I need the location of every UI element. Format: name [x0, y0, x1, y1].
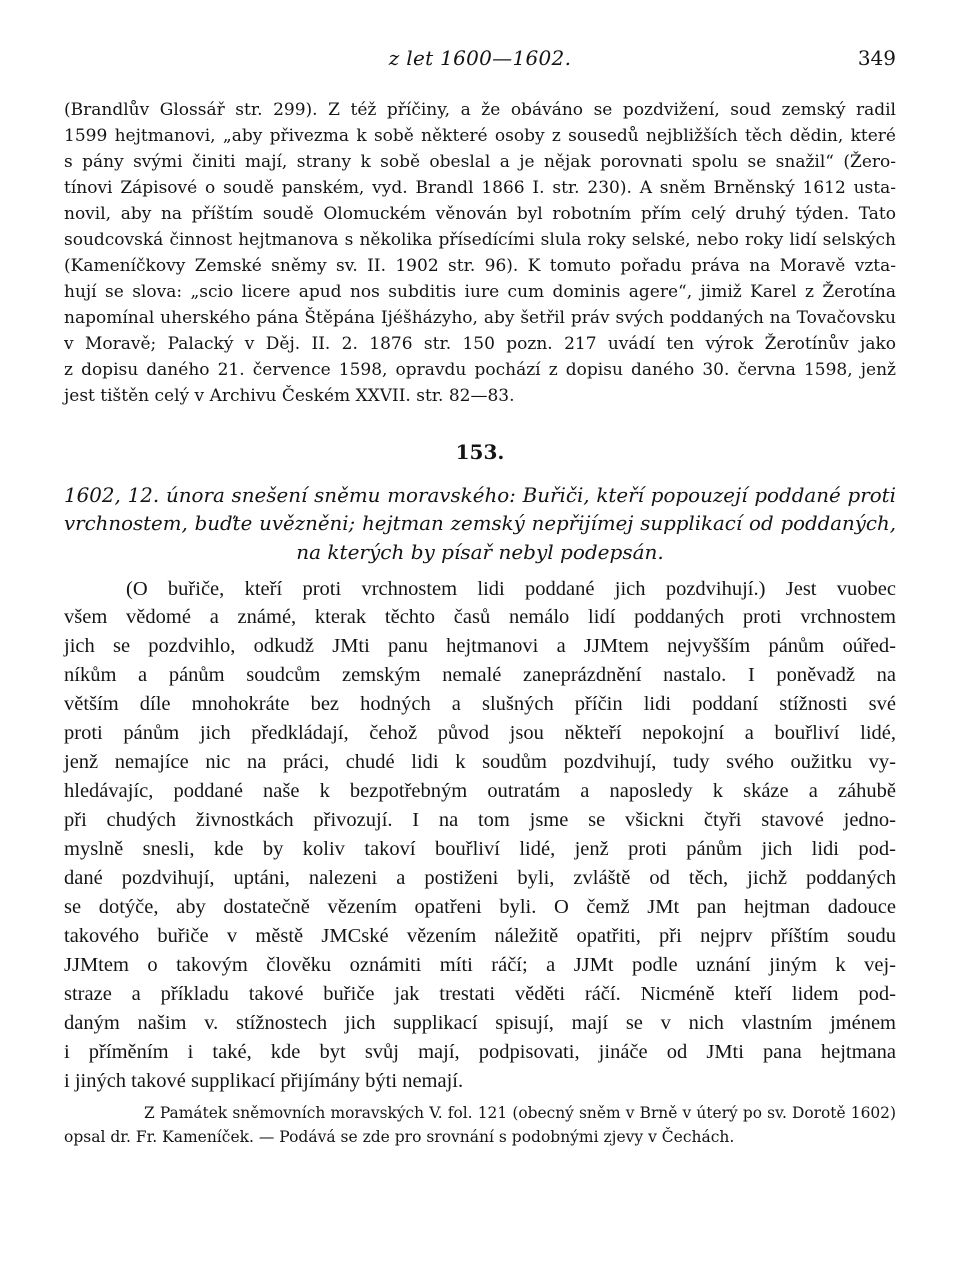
footnote-line: (Kameníčkovy Zemské sněmy sv. II. 1902 str. 96). K tomuto pořadu práva na Moravě vzta-: [64, 256, 896, 276]
body-line: myslně snesli, kde by koliv takoví bouřliví lidé, jenž proti pánům jich lidi pod-: [64, 838, 896, 860]
footnote-line: jest tištěn celý v Archivu Českém XXVII. str. 82—83.: [64, 386, 515, 406]
body-line: i jiných takové supplikací přijímány býti nemají.: [64, 1070, 464, 1092]
body-line: jenž nemajíce nic na práci, chudé lidi k soudům pozdvihují, tudy svého oužitku vy-: [64, 751, 896, 773]
footnote-line: napomínal uherského pána Štěpána Ijéšházyho, aby šetřil práv svých poddaných na Tovačovsku: [64, 308, 896, 328]
body-line: JJMtem o takovým člověku oznámiti míti ráčí; a JJMt podle uznání jiným k vej-: [64, 954, 896, 976]
body-line: daným našim v. stížnostech jich supplikací spisují, mají se v nich vlastním jménem: [64, 1012, 896, 1034]
running-head: [64, 46, 896, 76]
body-line: i příměním i také, kde byt svůj mají, podpisovati, jináče od JMti pana hejtmana: [64, 1041, 896, 1063]
source-line: opsal dr. Fr. Kameníček. — Podává se zde pro srovnání s podobnými zjevy v Čechách.: [64, 1128, 735, 1146]
footnote-line: z dopisu daného 21. července 1598, opravdu pochází z dopisu daného 30. června 1598, jenž: [64, 360, 896, 380]
body-line: hledávajíc, poddané naše k bezpotřebným outratám a naposledy k skáze a záhubě: [64, 780, 896, 802]
body-line: takového buřiče v městě JMCské vězením náležitě opatřiti, při nejprv příštím soudu: [64, 925, 896, 947]
body-line: (O buřiče, kteří proti vrchnostem lidi poddané jich pozdvihují.) Jest vuobec: [126, 578, 896, 600]
heading-line: 1602, 12. února snešení sněmu moravského: Buřiči, kteří popouzejí poddané proti: [64, 484, 896, 507]
footnote-line: (Brandlův Glossář str. 299). Z též příčiny, a že obáváno se pozdvižení, soud zemský radil: [64, 100, 896, 120]
body-line: větším díle mnohokráte bez hodných a slušných příčin lidi poddaní stížnosti své: [64, 693, 896, 715]
body-line: se dotýče, aby dostatečně vězením opatřeni byli. O čemž JMt pan hejtman dadouce: [64, 896, 896, 918]
body-line: při chudých živnostkách přivozují. I na tom jsme se všickni čtyři stavové jedno-: [64, 809, 896, 831]
footnote-line: hují se slova: „scio licere apud nos subditis iure cum dominis agere“, jimiž Karel z Žerotína: [64, 282, 896, 302]
footnote-line: soudcovská činnost hejtmanova s několika přísedícími slula roky selské, nebo roky lidí selských: [64, 230, 896, 250]
body-line: níkům a pánům soudcům zemským nemalé zaneprázdnění nastalo. I poněvadž na: [64, 664, 896, 686]
document-number: 153.: [455, 440, 505, 464]
footnote-line: tínovi Zápisové o soudě panském, vyd. Brandl 1866 I. str. 230). A sněm Brněnský 1612 usta-: [64, 178, 896, 198]
footnote-line: novil, aby na příštím soudě Olomuckém věnován byl robotním přím celý druhý týden. Tato: [64, 204, 896, 224]
running-title: z let 1600—1602.: [388, 46, 572, 70]
heading-line: na kterých by písař nebyl podepsán.: [296, 540, 664, 564]
footnote-line: v Moravě; Palacký v Děj. II. 2. 1876 str. 150 pozn. 217 uvádí ten výrok Žerotínův jako: [64, 334, 896, 354]
body-line: jich se pozdvihlo, odkudž JMti panu hejtmanovi a JJMtem nejvyšším pánům oúřed-: [64, 635, 896, 657]
body-line: proti pánům jich předkládají, čehož původ jsou někteří nepokojní a bouřliví lidé,: [64, 722, 896, 744]
page-number: 349: [857, 46, 896, 70]
heading-line: vrchnostem, buďte uvězněni; hejtman zemský nepřijímej supplikací od poddaných,: [64, 512, 896, 535]
footnote-line: 1599 hejtmanovi, „aby přivezma k sobě některé osoby z sousedů nejbližších těch dědin, které: [64, 126, 896, 146]
source-line: Z Památek sněmovních moravských V. fol. 121 (obecný sněm v Brně v úterý po sv. Dorotě 1602): [144, 1104, 896, 1122]
body-line: dané pozdvihují, uptáni, nalezeni a postiženi byli, zvláště od těch, jichž poddaných: [64, 867, 896, 889]
body-line: všem vědomé a známé, kterak těchto časů nemálo lidí poddaných proti vrchnostem: [64, 606, 896, 628]
footnote-line: s pány svými činiti mají, strany k sobě obeslal a je nějak porovnati spolu se snažil“ (Žero-: [64, 152, 896, 172]
body-line: straze a příkladu takové buřiče jak trestati věděti ráčí. Nicméně kteří lidem pod-: [64, 983, 896, 1005]
